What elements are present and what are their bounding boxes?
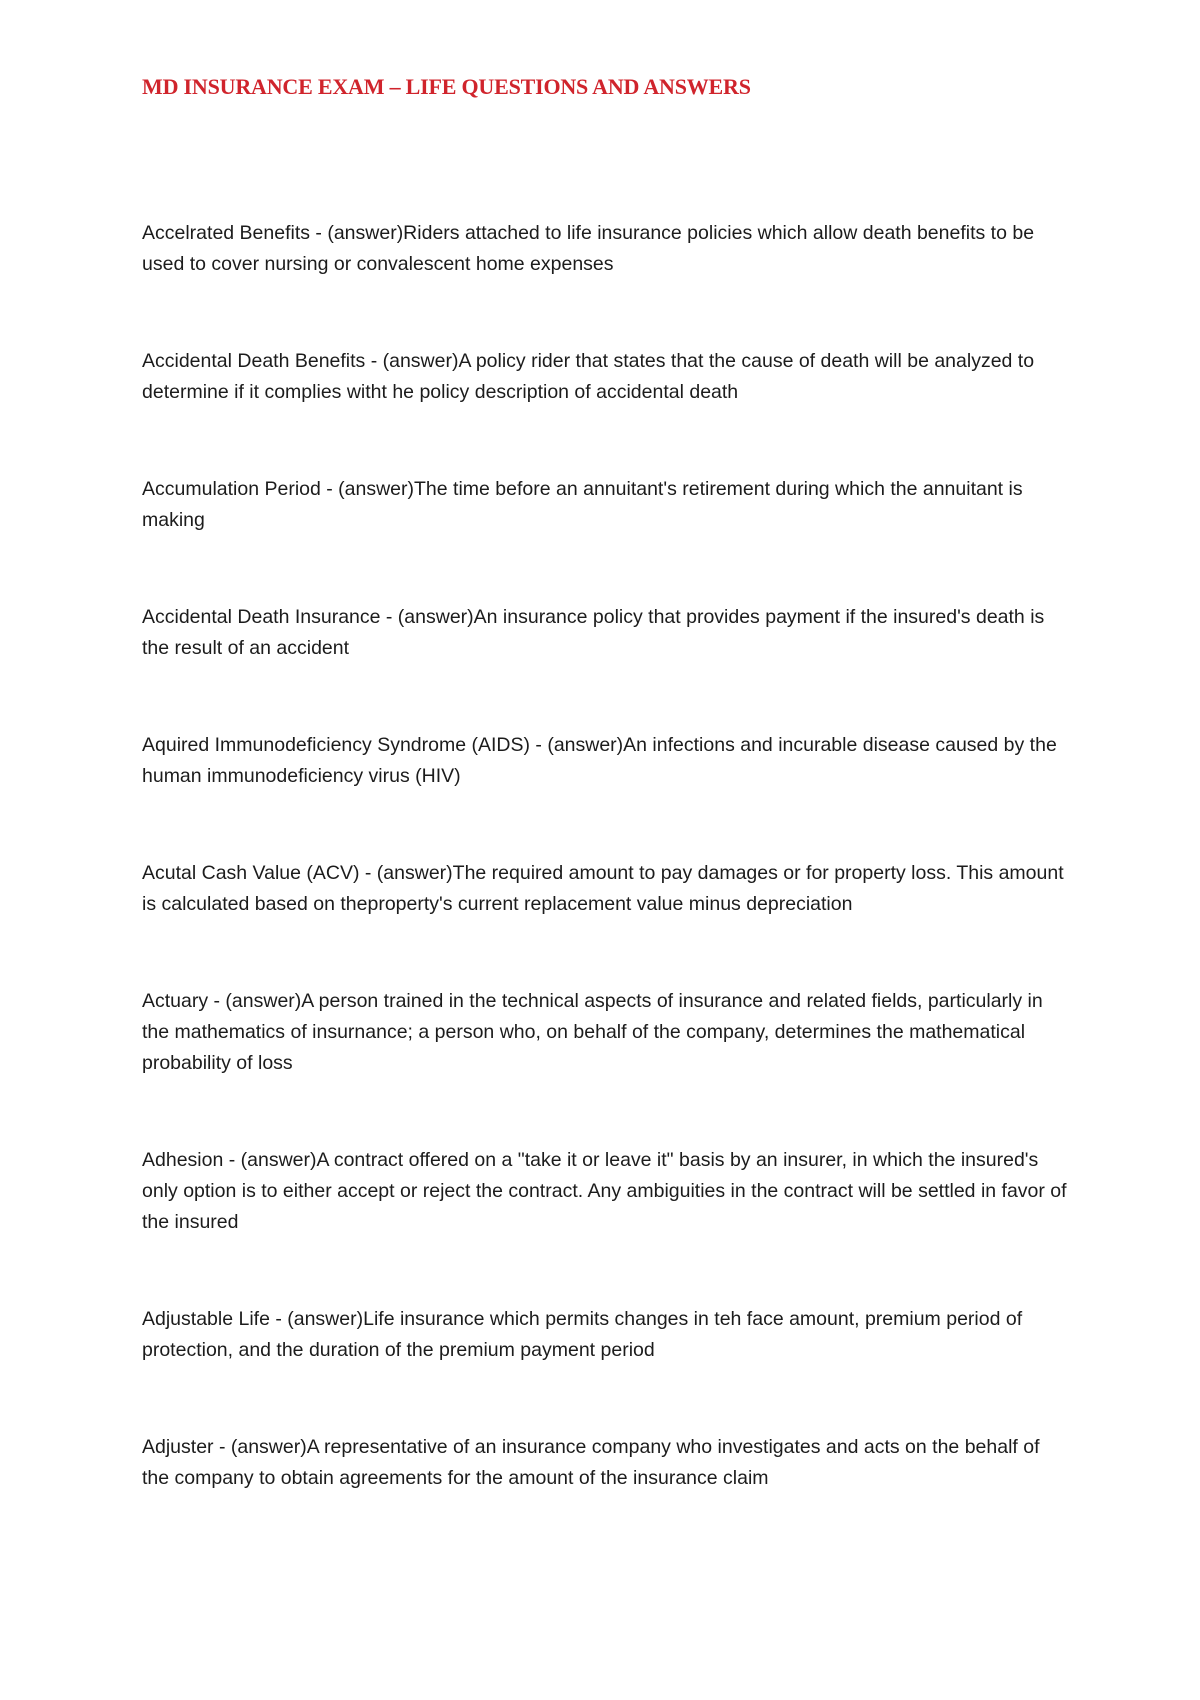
- qa-entry: Accidental Death Benefits - (answer)A policy rider that states that the cause of death will be analyzed to determine if it complies witht he policy description of accidental death: [142, 350, 1035, 403]
- qa-entry: Accelrated Benefits - (answer)Riders attached to life insurance policies which allow death benefits to be used to cover nursing or convalescent home expenses: [142, 222, 1035, 275]
- qa-entry: Accumulation Period - (answer)The time before an annuitant's retirement during which the annuitant is making: [142, 478, 1023, 531]
- qa-entry: Aquired Immunodeficiency Syndrome (AIDS) - (answer)An infections and incurable disease caused by the human immunodeficiency virus (HIV): [142, 734, 1057, 787]
- qa-entry: Adhesion - (answer)A contract offered on a "take it or leave it" basis by an insurer, in which the insured's only option is to either accept or reject the contract. Any ambiguities in the contract will be settled in favor of the insured: [142, 1149, 1067, 1233]
- qa-entry: Acutal Cash Value (ACV) - (answer)The required amount to pay damages or for property loss. This amount is calculated based on theproperty's current replacement value minus depreciation: [142, 862, 1064, 915]
- qa-entry: Actuary - (answer)A person trained in the technical aspects of insurance and related fields, particularly in the mathematics of insurnance; a person who, on behalf of the company, determines the mathematical probability of loss: [142, 990, 1043, 1074]
- qa-entry: Accidental Death Insurance - (answer)An insurance policy that provides payment if the insured's death is the result of an accident: [142, 606, 1045, 659]
- qa-entry-list: [142, 218, 1072, 1560]
- document-title: MD INSURANCE EXAM – LIFE QUESTIONS AND ANSWERS: [142, 74, 751, 99]
- qa-entry: Adjustable Life - (answer)Life insurance which permits changes in teh face amount, premium period of protection, and the duration of the premium payment period: [142, 1308, 1023, 1361]
- qa-entry: Adjuster - (answer)A representative of an insurance company who investigates and acts on the behalf of the company to obtain agreements for the amount of the insurance claim: [142, 1436, 1040, 1489]
